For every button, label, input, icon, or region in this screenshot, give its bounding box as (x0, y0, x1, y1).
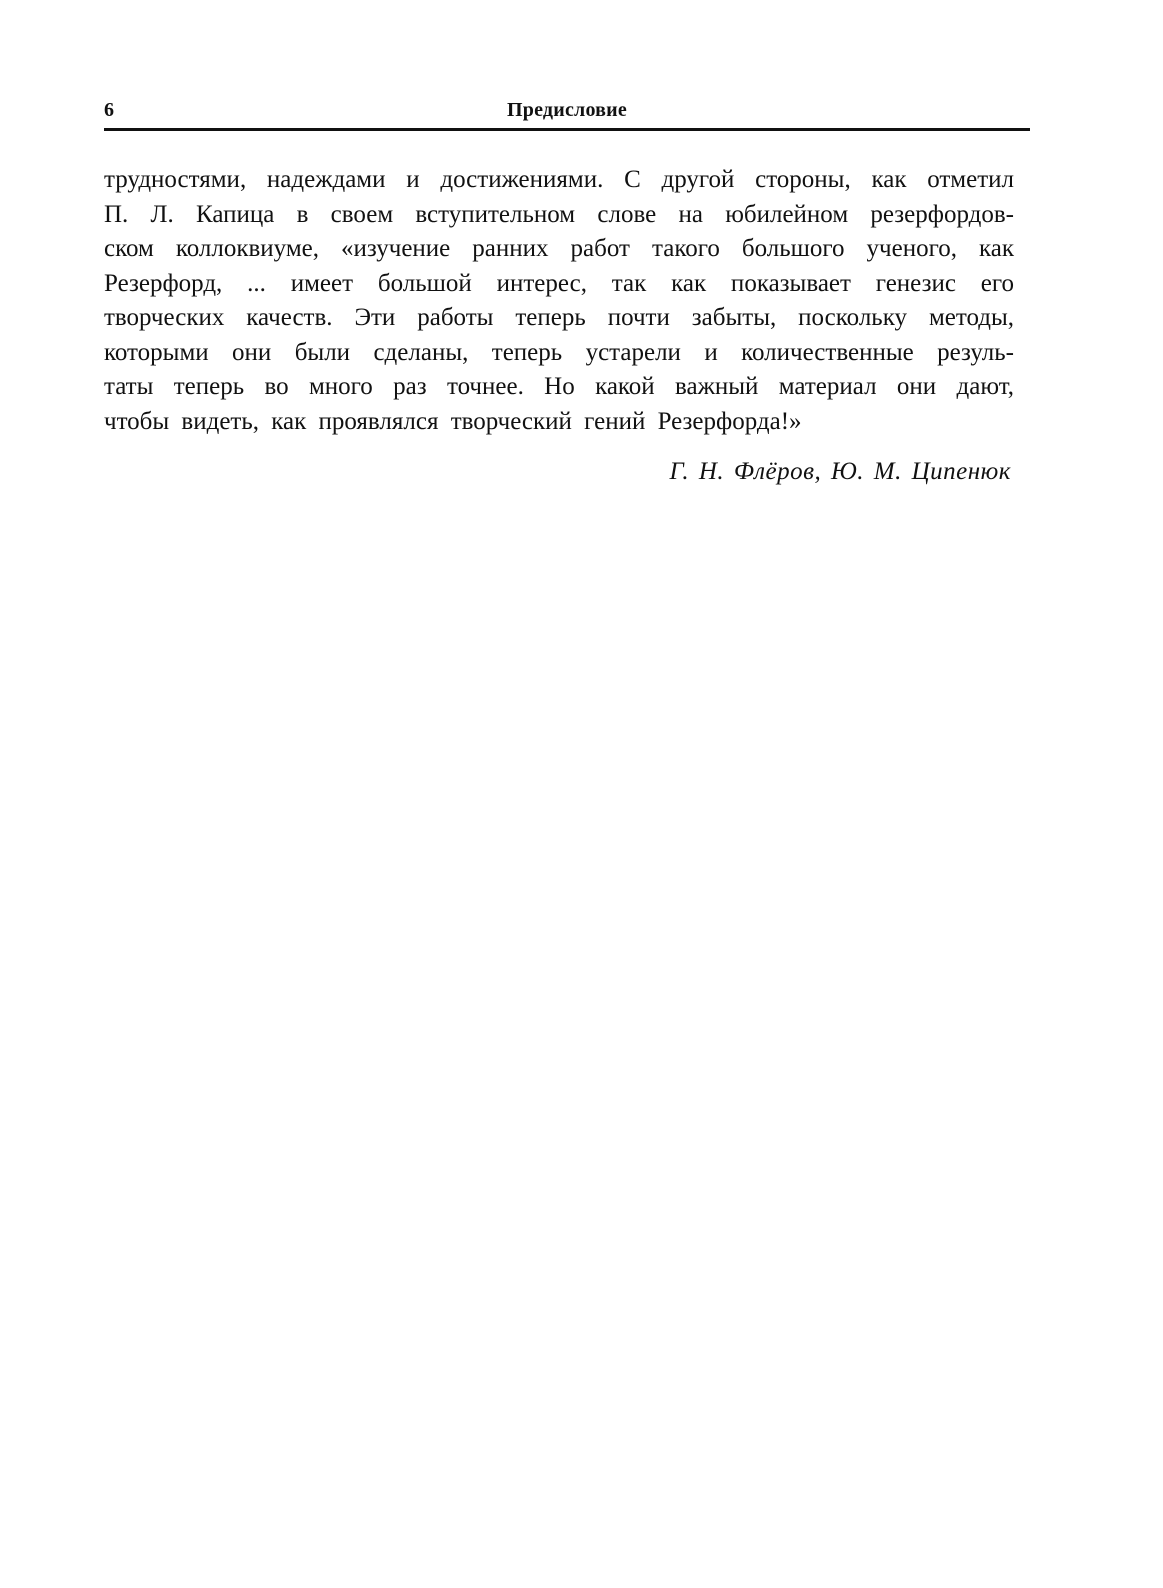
text-line: таты теперь во много раз точнее. Но какой важный материал они дают, (104, 373, 1014, 400)
running-head (104, 96, 1030, 126)
author-signature: Г. Н. Флёров, Ю. М. Ципенюк (669, 458, 1011, 485)
text-line: творческих качеств. Эти работы теперь почти забыты, поскольку методы, (104, 304, 1014, 331)
text-line: П. Л. Капица в своем вступительном слове на юбилейном резерфордов- (104, 200, 1014, 228)
body-paragraph (104, 163, 1014, 439)
text-line: Резерфорд, ... имеет большой интерес, так как показывает генезис его (104, 269, 1014, 297)
text-line: которыми они были сделаны, теперь устарели и количественные резуль- (104, 338, 1014, 366)
text-line: ском коллоквиуме, «изучение ранних работ такого большого ученого, как (104, 235, 1014, 262)
text-line: трудностями, надеждами и достижениями. С другой стороны, как отметил (104, 166, 1014, 193)
page-number: 6 (104, 99, 114, 121)
running-title: Предисловие (507, 99, 627, 121)
text-line: чтобы видеть, как проявлялся творческий гений Резерфорда!» (104, 407, 802, 435)
header-rule (104, 128, 1030, 131)
